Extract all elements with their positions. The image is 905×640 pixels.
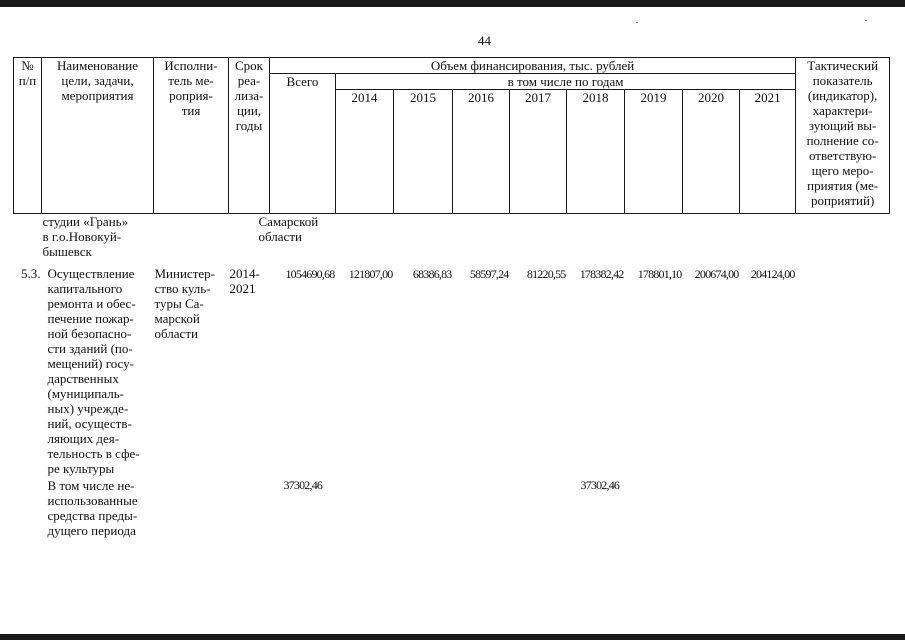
row-year-value: 204124,00 — [750, 267, 795, 281]
row-year-value: 37302,46 — [580, 478, 620, 492]
row-year-value: 178801,10 — [637, 267, 682, 281]
scan-border-bottom — [0, 634, 905, 640]
table-row-unused-funds — [14, 476, 890, 538]
header-year: 2019 — [625, 90, 683, 214]
row-executor: Министер- ство куль- туры Са- марской области — [154, 266, 215, 341]
row-year-value: 121807,00 — [348, 267, 393, 281]
row-year-value: 81220,55 — [526, 267, 566, 281]
row-executor: Самарской области — [258, 214, 319, 244]
header-year: 2020 — [683, 90, 740, 214]
row-year-value: 200674,00 — [694, 267, 739, 281]
header-year: 2021 — [740, 90, 796, 214]
header-year: 2014 — [336, 90, 394, 214]
header-year: 2017 — [510, 90, 567, 214]
header-name: Наименование цели, задачи, мероприятия — [42, 58, 154, 214]
row-name: В том числе не- использованные средства преды- дущего периода — [47, 478, 138, 538]
scan-speck — [865, 20, 867, 21]
table-row-5-3 — [14, 262, 890, 476]
header-indicator: Тактический показатель (индикатор), характери- зующий вы- полнение со- ответствую- щего меро- приятия (ме- роприятий) — [796, 58, 890, 214]
header-year: 2015 — [394, 90, 453, 214]
header-number: № п/п — [14, 58, 42, 214]
row-term: 2014- 2021 — [229, 266, 260, 296]
row-name: студии «Грань» в г.о.Новокуй- бышевск — [42, 214, 129, 259]
header-by-years: в том числе по годам — [336, 74, 796, 90]
row-total: 37302,46 — [283, 478, 323, 492]
header-total: Всего — [270, 74, 336, 214]
row-name: Осуществление капитального ремонта и обес- печение пожар- ной безопасно- сти зданий (по- мещений) госу- дарственных (муниципаль- ных) учрежде- ний, осуществ- ляющих дея- тельность в сфе- ре культуры — [47, 266, 140, 476]
row-year-value: 58597,24 — [469, 267, 509, 281]
row-year-value: 68386,83 — [412, 267, 452, 281]
scan-border-top — [0, 0, 905, 7]
header-year: 2016 — [453, 90, 510, 214]
funding-table — [13, 57, 890, 538]
row-year-value: 178382,42 — [579, 267, 624, 281]
header-executor: Исполни- тель ме- роприя- тия — [154, 58, 229, 214]
scan-speck — [636, 22, 638, 23]
header-funding: Объем финансирования, тыс. рублей — [270, 58, 796, 74]
header-year: 2018 — [567, 90, 625, 214]
table-row-continuation — [14, 214, 890, 263]
row-total: 1054690,68 — [285, 267, 335, 281]
header-term: Срок реа- лиза- ции, годы — [229, 58, 270, 214]
page-number: 44 — [478, 33, 491, 48]
row-number: 5.3. — [21, 266, 41, 281]
